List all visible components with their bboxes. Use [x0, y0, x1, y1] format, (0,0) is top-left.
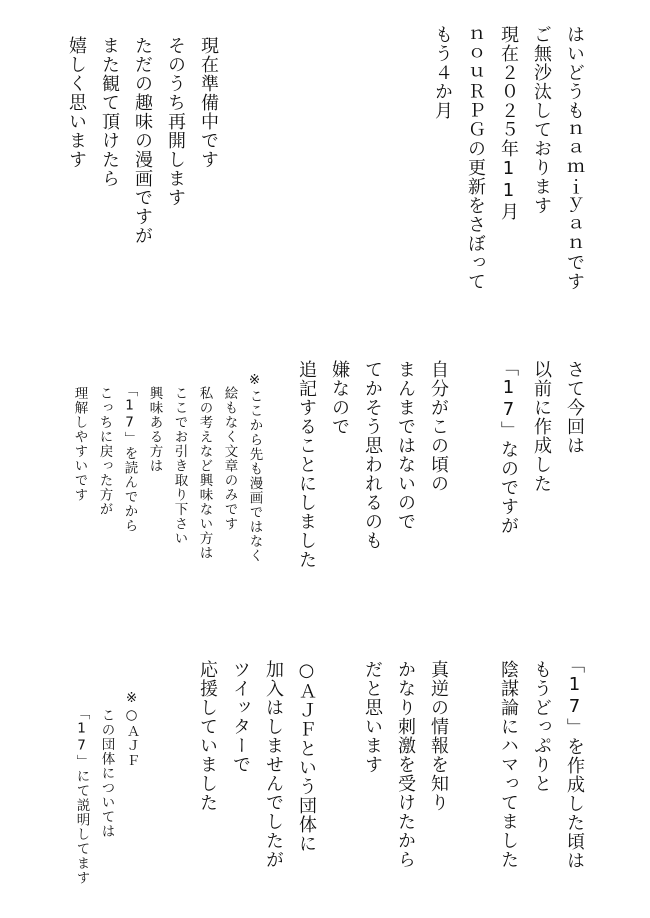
text-line: 「17」なのですが — [498, 358, 519, 535]
text-line: ここでお引き取り下さい — [171, 386, 188, 546]
text-line: 嬉しく思います — [66, 36, 87, 169]
text-line: ツイッターで — [230, 660, 251, 774]
text-line: 自分がこの頃の — [428, 360, 449, 493]
text-line: 追記することにしました — [296, 360, 317, 569]
text-line: 嫌なので — [329, 360, 350, 436]
text-line: こっちに戻った方が — [96, 386, 113, 517]
text-line: てかそう思われるのも — [362, 360, 383, 550]
text-line: 私の考えなど興味ない方は — [196, 386, 213, 560]
text-line: ｎｏｕＲＰＧの更新をさぼって — [465, 25, 486, 291]
text-line: ご無沙汰しております — [531, 25, 552, 215]
text-line: ○ＡＪＦという団体に — [296, 660, 317, 853]
text-line: もう４か月 — [432, 25, 453, 120]
text-line: 「17」を読んでから — [121, 383, 138, 533]
text-line: ※○ＡＪＦ — [123, 690, 140, 768]
text-line: だと思います — [362, 660, 383, 774]
text-line: はいどうもｎａｍｉｙａｎです — [564, 25, 585, 291]
text-line: 応援していました — [197, 660, 218, 812]
text-line: 陰謀論にハマってました — [498, 660, 519, 869]
text-line: この団体については — [98, 708, 115, 839]
text-line: 「17」にて説明してます — [73, 706, 90, 885]
text-line: そのうち再開します — [165, 36, 186, 207]
text-line: 現在２０２５年11月 — [498, 25, 519, 221]
text-line: 以前に作成した — [531, 360, 552, 493]
text-line: 理解しやすいです — [71, 386, 88, 502]
text-line: かなり刺激を受けたから — [395, 660, 416, 869]
text-line: もうどっぷりと — [531, 660, 552, 793]
text-line: 加入はしませんでしたが — [263, 660, 284, 869]
text-line: 絵もなく文章のみです — [221, 386, 238, 531]
text-line: ※ここから先も漫画ではなく — [246, 372, 263, 563]
text-line: 現在準備中です — [198, 36, 219, 169]
text-line: 「17」を作成した頃は — [564, 655, 585, 870]
text-line: まんまではないので — [395, 360, 416, 531]
text-line: ただの趣味の漫画ですが — [132, 36, 153, 245]
text-line: また観て頂けたら — [99, 36, 120, 188]
text-line: さて今回は — [564, 360, 585, 455]
text-line: 興味ある方は — [146, 386, 163, 473]
text-line: 真逆の情報を知り — [428, 660, 449, 812]
